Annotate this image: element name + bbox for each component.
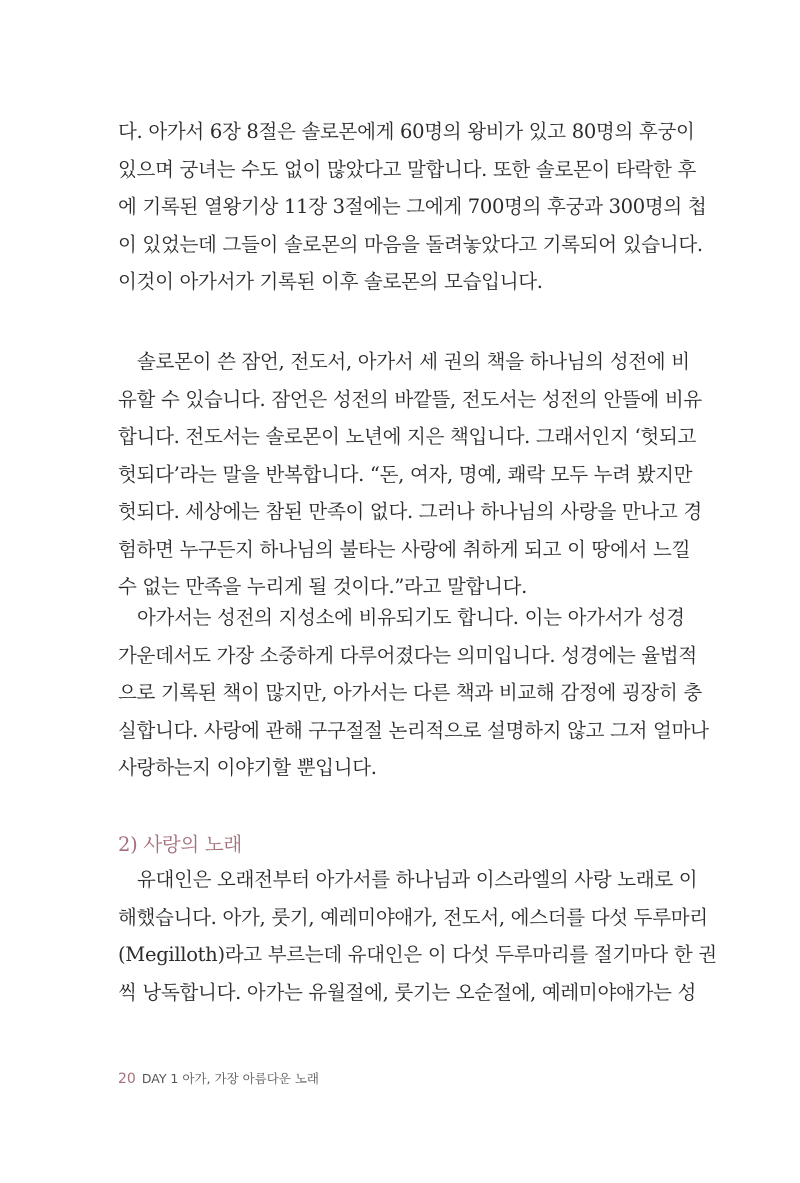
paragraph-line: 이 있었는데 그들이 솔로몬의 마음을 돌려놓았다고 기록되어 있습니다. xyxy=(118,232,703,256)
paragraph-line: 씩 낭독합니다. 아가는 유월절에, 룻기는 오순절에, 예레미야애가는 성 xyxy=(118,980,697,1004)
paragraph-line: 험하면 누구든지 하나님의 불타는 사랑에 취하게 되고 이 땅에서 느낄 xyxy=(118,537,691,561)
paragraph-line: 실합니다. 사랑에 관해 구구절절 논리적으로 설명하지 않고 그저 얼마나 xyxy=(118,718,709,742)
paragraph-line: 가운데서도 가장 소중하게 다루어졌다는 의미입니다. 성경에는 율법적 xyxy=(118,643,697,667)
paragraph-line: 합니다. 전도서는 솔로몬이 노년에 지은 책입니다. 그래서인지 ‘헛되고 xyxy=(118,425,697,448)
paragraph-line: 이것이 아가서가 기록된 이후 솔로몬의 모습입니다. xyxy=(118,270,543,293)
paragraph-4 xyxy=(118,861,717,1011)
paragraph-line: 으로 기록된 책이 많지만, 아가서는 다른 책과 비교해 감정에 굉장히 충 xyxy=(118,681,702,704)
paragraph-2 xyxy=(118,343,702,606)
paragraph-line: 있으며 궁녀는 수도 없이 많았다고 말합니다. 또한 솔로몬이 타락한 후 xyxy=(118,157,697,181)
running-title: DAY 1 아가, 가장 아름다운 노래 xyxy=(141,1071,319,1086)
section-heading: 2) 사랑의 노래 xyxy=(118,833,242,856)
page-footer xyxy=(118,1070,319,1088)
paragraph-line: 사랑하는지 이야기할 뿐입니다. xyxy=(118,756,377,779)
paragraph-line: (Megilloth)라고 부르는데 유대인은 이 다섯 두루마리를 절기마다 한 권 xyxy=(118,943,717,966)
paragraph-line: 헛되다. 세상에는 참된 만족이 없다. 그러나 하나님의 사랑을 만나고 경 xyxy=(118,500,702,523)
paragraph-line: 에 기록된 열왕기상 11장 3절에는 그에게 700명의 후궁과 300명의 첩 xyxy=(118,195,707,218)
paragraph-line: 솔로몬이 쓴 잠언, 전도서, 아가서 세 권의 책을 하나님의 성전에 비 xyxy=(137,350,690,373)
paragraph-line: 헛되다’라는 말을 반복합니다. “돈, 여자, 명예, 쾌락 모두 누려 봤지만 xyxy=(118,462,693,486)
paragraph-1 xyxy=(118,113,707,301)
paragraph-line: 유대인은 오래전부터 아가서를 하나님과 이스라엘의 사랑 노래로 이 xyxy=(137,868,698,891)
paragraph-line: 다. 아가서 6장 8절은 솔로몬에게 60명의 왕비가 있고 80명의 후궁이 xyxy=(118,120,695,143)
paragraph-line: 유할 수 있습니다. 잠언은 성전의 바깥뜰, 전도서는 성전의 안뜰에 비유 xyxy=(118,387,702,411)
paragraph-3 xyxy=(118,599,709,787)
paragraph-line: 아가서는 성전의 지성소에 비유되기도 합니다. 이는 아가서가 성경 xyxy=(137,606,685,629)
paragraph-line: 수 없는 만족을 누리게 될 것이다.”라고 말합니다. xyxy=(118,575,528,598)
paragraph-line: 해했습니다. 아가, 룻기, 예레미야애가, 전도서, 에스더를 다섯 두루마리 xyxy=(118,905,708,929)
page-number: 20 xyxy=(118,1071,136,1087)
